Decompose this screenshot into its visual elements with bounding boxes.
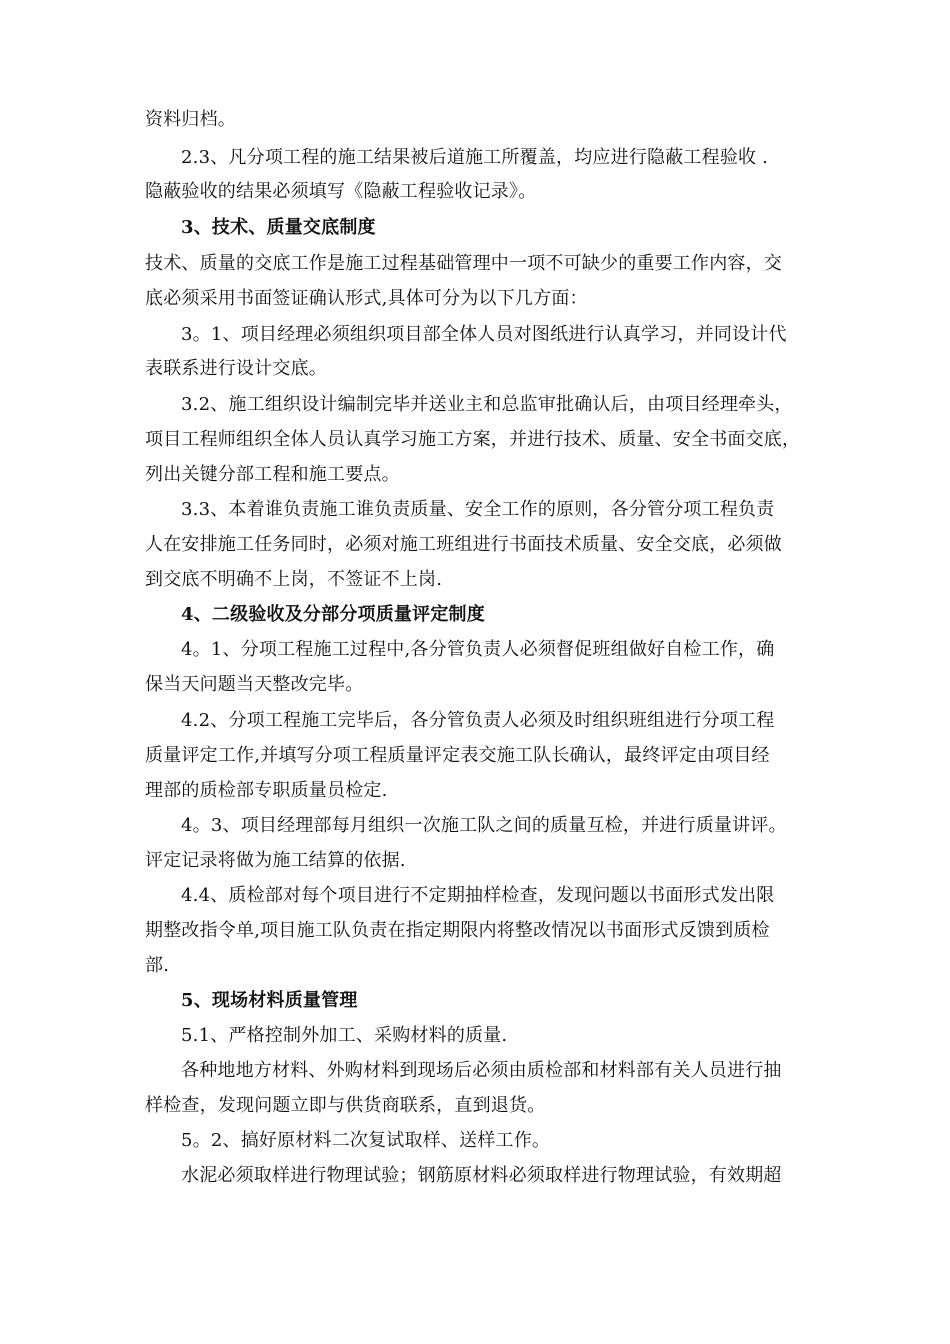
text-line: 质量评定工作,并填写分项工程质量评定表交施工队长确认，最终评定由项目经 — [145, 745, 770, 766]
text-line: 资料归档。 — [145, 109, 236, 130]
text-line: 2.3、凡分项工程的施工结果被后道施工所覆盖，均应进行隐蔽工程验收 . — [181, 147, 769, 168]
text-line: 4.4、质检部对每个项目进行不定期抽样检查，发现问题以书面形式发出限 — [181, 885, 775, 906]
text-line: 3.3、本着谁负责施工谁负责质量、安全工作的原则，各分管分项工程负责 — [181, 499, 775, 520]
text-line: 4。3、项目经理部每月组织一次施工队之间的质量互检，并进行质量讲评。 — [181, 815, 787, 836]
text-line: 4。1、分项工程施工过程中,各分管负责人必须督促班组做好自检工作，确 — [181, 639, 775, 660]
text-line: 部. — [145, 955, 170, 976]
text-line: 人在安排施工任务同时，必须对施工班组进行书面技术质量、安全交底，必须做 — [145, 534, 782, 555]
text-line: 各种地地方材料、外购材料到现场后必须由质检部和材料部有关人员进行抽 — [181, 1060, 782, 1081]
section-heading: 4、二级验收及分部分项质量评定制度 — [181, 604, 485, 625]
text-line: 样检查，发现问题立即与供货商联系，直到退货。 — [145, 1095, 546, 1116]
text-line: 3。1、项目经理必须组织项目部全体人员对图纸进行认真学习，并同设计代 — [181, 324, 787, 345]
text-line: 隐蔽验收的结果必须填写《隐蔽工程验收记录》。 — [145, 181, 537, 202]
text-line: 到交底不明确不上岗，不签证不上岗. — [145, 569, 443, 590]
text-line: 4.2、分项工程施工完毕后，各分管负责人必须及时组织班组进行分项工程 — [181, 710, 775, 731]
text-line: 底必须采用书面签证确认形式,具体可分为以下几方面： — [145, 288, 588, 309]
text-line: 项目工程师组织全体人员认真学习施工方案，并进行技术、质量、安全书面交底， — [145, 429, 801, 450]
text-line: 技术、质量的交底工作是施工过程基础管理中一项不可缺少的重要工作内容，交 — [145, 253, 782, 274]
text-line: 评定记录将做为施工结算的依据. — [145, 850, 406, 871]
text-line: 理部的质检部专职质量员检定. — [145, 780, 388, 801]
text-line: 3.2、施工组织设计编制完毕并送业主和总监审批确认后，由项目经理牵头， — [181, 394, 793, 415]
text-line: 5。2、搞好原材料二次复试取样、送样工作。 — [181, 1130, 551, 1151]
text-line: 期整改指令单,项目施工队负责在指定期限内将整改情况以书面形式反馈到质检 — [145, 920, 770, 941]
section-heading: 5、现场材料质量管理 — [181, 990, 358, 1011]
text-line: 水泥必须取样进行物理试验；钢筋原材料必须取样进行物理试验，有效期超 — [181, 1165, 782, 1186]
text-line: 5.1、严格控制外加工、采购材料的质量. — [181, 1025, 508, 1046]
text-line: 列出关键分部工程和施工要点。 — [145, 464, 400, 485]
text-line: 表联系进行设计交底。 — [145, 358, 327, 379]
section-heading: 3、技术、质量交底制度 — [181, 217, 376, 238]
text-line: 保当天问题当天整改完毕。 — [145, 674, 364, 695]
